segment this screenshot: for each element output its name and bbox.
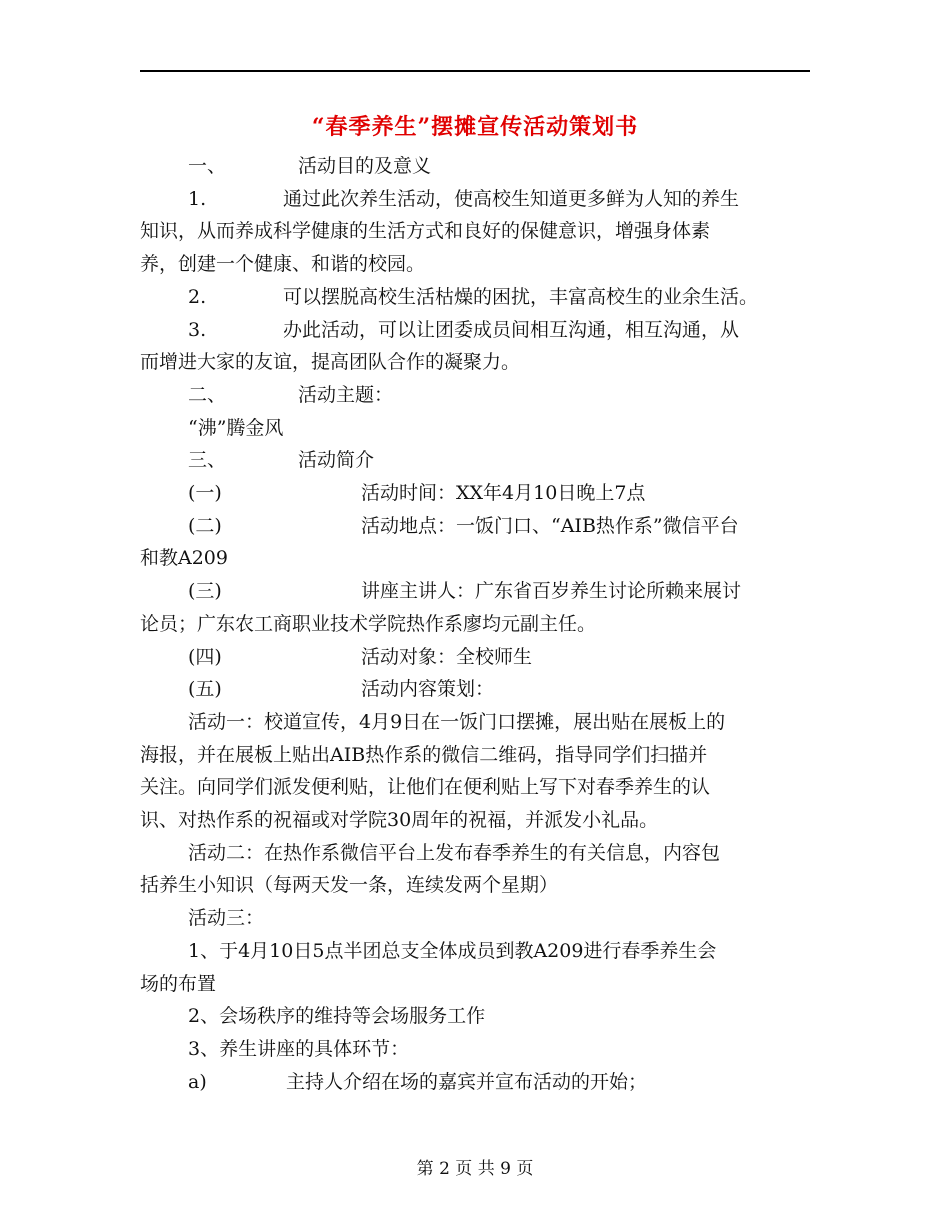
intro-item bbox=[140, 641, 812, 674]
paragraph-line: 论员；广东农工商职业技术学院热作系廖均元副主任。 bbox=[140, 612, 597, 635]
paragraph-line: 场的布置 bbox=[140, 972, 217, 995]
list-marker: (二) bbox=[188, 514, 222, 537]
step-item bbox=[140, 1066, 812, 1099]
section-title: 活动主题： bbox=[298, 383, 394, 406]
paragraph-line: 而增进大家的友谊，提高团队合作的凝聚力。 bbox=[140, 351, 521, 374]
paragraph-line: 知识，从而养成科学健康的生活方式和良好的保健意识，增强身体素 bbox=[140, 220, 711, 243]
paragraph-line: 2、会场秩序的维持等会场服务工作 bbox=[188, 1005, 486, 1028]
paragraph-text: 通过此次养生活动，使高校生知道更多鲜为人知的养生 bbox=[283, 187, 740, 210]
list-marker: (四) bbox=[188, 645, 222, 668]
section-marker: 一、 bbox=[188, 155, 227, 177]
intro-item bbox=[140, 575, 812, 608]
intro-text: 讲座主讲人：广东省百岁养生讨论所赖来展讨 bbox=[361, 580, 742, 603]
list-marker: a) bbox=[188, 1070, 207, 1093]
theme-text: “沸”腾金风 bbox=[188, 416, 284, 439]
intro-text: 活动内容策划： bbox=[361, 678, 495, 701]
document-body bbox=[140, 150, 812, 1098]
page-footer: 第 2 页 共 9 页 bbox=[416, 1159, 534, 1179]
intro-item bbox=[140, 510, 812, 543]
paragraph-line: 海报，并在展板上贴出AIB热作系的微信二维码，指导同学们扫描并 bbox=[140, 743, 708, 766]
list-marker: 3. bbox=[188, 318, 207, 341]
paragraph-text: 办此活动，可以让团委成员间相互沟通，相互沟通，从 bbox=[283, 318, 740, 341]
paragraph bbox=[140, 183, 812, 216]
paragraph bbox=[140, 281, 812, 314]
activity-heading: 活动三： bbox=[188, 907, 265, 930]
section-title: 活动简介 bbox=[298, 449, 375, 472]
intro-text: 活动地点：一饭门口、“AIB热作系”微信平台 bbox=[361, 514, 739, 537]
section-heading bbox=[140, 444, 812, 477]
intro-item bbox=[140, 673, 812, 706]
intro-item bbox=[140, 477, 812, 510]
intro-text: 活动对象：全校师生 bbox=[361, 645, 533, 668]
section-marker: 二、 bbox=[188, 383, 227, 406]
list-marker: 2. bbox=[188, 285, 207, 308]
paragraph-line: 识、对热作系的祝福或对学院30周年的祝福，并派发小礼品。 bbox=[140, 809, 659, 832]
paragraph-line: 1、于4月10日5点半团总支全体成员到教A209进行春季养生会 bbox=[188, 939, 717, 962]
paragraph-line: 活动一：校道宣传，4月9日在一饭门口摆摊，展出贴在展板上的 bbox=[188, 710, 726, 733]
list-marker: 1. bbox=[188, 187, 207, 210]
paragraph-text: 可以摆脱高校生活枯燥的困扰，丰富高校生的业余生活。 bbox=[283, 285, 759, 308]
paragraph-line: 3、养生讲座的具体环节： bbox=[188, 1037, 410, 1060]
intro-text: 活动时间：XX年4月10日晚上7点 bbox=[361, 482, 646, 505]
list-marker: (一) bbox=[188, 482, 222, 505]
document-title: “春季养生”摆摊宣传活动策划书 bbox=[311, 114, 639, 140]
paragraph bbox=[140, 314, 812, 347]
section-title: 活动目的及意义 bbox=[298, 155, 432, 177]
section-marker: 三、 bbox=[188, 449, 227, 472]
paragraph-line: 和教A209 bbox=[140, 547, 228, 570]
paragraph-line: 养，创建一个健康、和谐的校园。 bbox=[140, 253, 426, 276]
paragraph-line: 括养生小知识（每两天发一条，连续发两个星期） bbox=[140, 874, 559, 897]
section-heading bbox=[140, 150, 812, 183]
header-rule bbox=[140, 70, 810, 72]
list-marker: (三) bbox=[188, 580, 222, 603]
section-heading bbox=[140, 379, 812, 412]
step-text: 主持人介绍在场的嘉宾并宣布活动的开始； bbox=[286, 1070, 648, 1093]
paragraph-line: 关注。向同学们派发便利贴，让他们在便利贴上写下对春季养生的认 bbox=[140, 776, 711, 799]
paragraph-line: 活动二：在热作系微信平台上发布春季养生的有关信息，内容包 bbox=[188, 841, 721, 864]
list-marker: (五) bbox=[188, 678, 222, 701]
